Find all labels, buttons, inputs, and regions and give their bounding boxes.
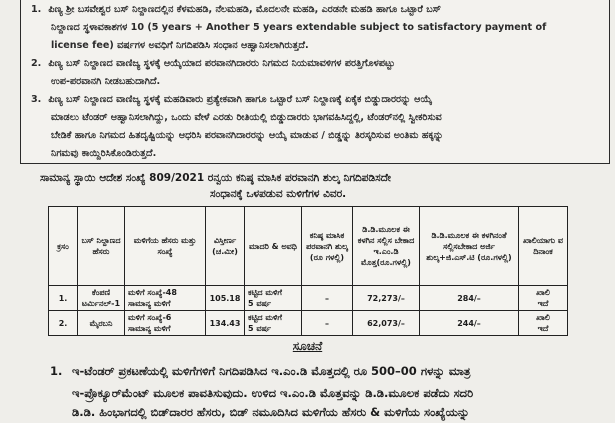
cell-vacancy: ಖಾಲಿ ಇದೆ <box>519 311 568 336</box>
fees-table <box>48 206 568 336</box>
cell-vacancy: ಖಾಲಿ ಇದೆ <box>519 286 568 311</box>
note-3 <box>31 91 603 163</box>
note-3-line-4: ನಿಗಮವು ಕಾಯ್ದಿರಿಸಿಕೊಂಡಿರುತ್ತದೆ. <box>51 148 157 159</box>
note-1-line-3: license fee) ವರ್ಷಗಳ ಅವಧಿಗೆ ನಿಗದಿಪಡಿಸಿ ಸಂಧಾನ ಆಹ್ವಾನಿಸಲಾಗಿರುತ್ತದೆ. <box>51 40 309 51</box>
table-header-row <box>49 207 568 286</box>
header-shop: ಮಳಿಗೆಯ ಹೆಸರು ಮತ್ತು ಸಂಖ್ಯೆ <box>125 207 206 286</box>
cell-app-fee: 244/– <box>420 311 519 336</box>
notice-body <box>50 360 612 419</box>
header-emd: ಡಿ.ಡಿ.ಮೂಲಕ ಈ ಕಳಗಿನ ಸಲ್ಲಿಸ ಬೇಕಾದ ಇ.ಎಂ.ಡಿ ಮೊತ್ತ(ರೂ.ಗಳಲ್ಲಿ) <box>353 207 420 286</box>
note-3-line-3: ಬೇಡಿಕೆ ಹಾಗೂ ನಿಗಮದ ಹಿತದೃಷ್ಟಿಯನ್ನು ಆಧರಿಸಿ ಪರವಾನಗಿದಾರರನ್ನು ಆಯ್ಕೆ ಮಾಡುವ / ಬಿಡ್ಡನ್ನು ತಿರಸ್ಕರಿಸುವ ಅಂತಿಮ ಹಕ್ಕನ್ನು <box>51 130 444 141</box>
cell-emd: 72,273/– <box>353 286 420 311</box>
header-min-fee: ಕನಿಷ್ಠ ಮಾಸಿಕ ಪರವಾನಗಿ ಶುಲ್ಕ (ರೂ ಗಳಲ್ಲಿ) <box>302 207 353 286</box>
notice-title: ಸೂಚನೆ <box>292 339 323 353</box>
note-2 <box>31 55 603 91</box>
heading-line-1: ಸಾಮಾನ್ಯ ಸ್ಥಾಯಿ ಆದೇಶ ಸಂಖ್ಯೆ 809/2021 ರನ್ವಯ ಕನಿಷ್ಠ ಮಾಸಿಕ ಪರವಾನಗಿ ಶುಲ್ಕ ನಿಗದಿಪಡಿಸದೇ <box>40 172 391 184</box>
cell-shop: ಮಳಿಗೆ ಸಂಖ್ಯೆ-6 ಸಾಮಾನ್ಯ ಮಳಿಗೆ <box>125 311 206 336</box>
cell-type: ಕಟ್ಟಿದ ಮಳಿಗೆ 5 ವರ್ಷ <box>245 286 302 311</box>
header-type: ಮಾದರಿ & ಅವಧಿ <box>245 207 302 286</box>
header-app-fee: ಡಿ.ಡಿ.ಮೂಲಕ ಈ ಕಳಗಿನಂತೆ ಸಲ್ಲಿಸಬೇಕಾದ ಅರ್ಜಿ ಶುಲ್ಕ+ಜಿ.ಎಸ್.ಟಿ (ರೂ.ಗಳಲ್ಲಿ) <box>420 207 519 286</box>
header-sl: ಕ್ರಸಂ <box>49 207 78 286</box>
cell-sl: 2. <box>49 311 78 336</box>
cell-area: 105.18 <box>206 286 245 311</box>
notice-line-3: ಡಿ.ಡಿ. ಹಿಂಭಾಗದಲ್ಲಿ ಬಿಡ್‌ದಾರರ ಹೆಸರು, ಬಿಡ್ ನಮೂದಿಸಿದ ಮಳಿಗೆಯ ಹೆಸರು & ಮಳಿಗೆಯ ಸಂಖ್ಯೆಯನ್ನು <box>72 405 470 419</box>
note-3-number: 3. <box>31 94 42 105</box>
cell-min-fee: – <box>302 311 353 336</box>
notice-line-2: ಇ-ಪ್ರೊಕ್ಯೂರ್‌ಮೆಂಟ್ ಮೂಲಕ ಪಾವತಿಸುವುದು. ಉಳಿದ ಇ.ಎಂ.ಡಿ ಮೊತ್ತವನ್ನು ಡಿ.ಡಿ.ಮೂಲಕ ಪಡೆದು ಸದರಿ <box>72 386 474 400</box>
notes-box <box>20 0 610 164</box>
note-1 <box>31 1 603 55</box>
note-1-line-1: ಪಿಣ್ಯ ಶ್ರೀ ಬಸವೇಶ್ವರ ಬಸ್ ನಿಲ್ದಾಣದಲ್ಲಿನ ಕೆಳಮಹಡಿ, ನೆಲಮಹಡಿ, ಮೊದಲನೇ ಮಹಡಿ, ಎರಡನೇ ಮಹಡಿ ಹಾಗೂ ಒಟ್ಟಾರೆ ಬಸ್ <box>48 4 441 15</box>
cell-min-fee: – <box>302 286 353 311</box>
note-2-line-2: ಉಪ-ಪರವಾನಗಿ ನೀಡಬಹುದಾಗಿದೆ. <box>51 76 161 87</box>
header-vacancy: ಖಾಲಿಯಾಗು ವ ದಿನಾಂಕ <box>519 207 568 286</box>
heading-line-2: ಸಂಧಾನಕ್ಕೆ ಒಳಪಡುವ ಮಳಿಗೆಗಳ ವಿವರ. <box>210 188 347 200</box>
notice-number: 1. <box>50 364 63 378</box>
note-1-line-2: ನಿಲ್ದಾಣದ ಸ್ಥಳಾವಕಾಶಗಳ 10 (5 years + Another 5 years extendable subject to satisfactory payment of <box>51 22 547 33</box>
cell-emd: 62,073/– <box>353 311 420 336</box>
note-1-number: 1. <box>31 4 42 15</box>
cell-shop: ಮಳಿಗೆ ಸಂಖ್ಯೆ-48 ಸಾಮಾನ್ಯ ಮಳಿಗೆ <box>125 286 206 311</box>
note-2-number: 2. <box>31 58 42 69</box>
section-heading <box>40 170 610 202</box>
table-row <box>49 286 568 311</box>
note-3-line-1: ಪಿಣ್ಯ ಬಸ್ ನಿಲ್ದಾಣದ ವಾಣಿಜ್ಯ ಸ್ಥಳಕ್ಕೆ ಮಹಡಿವಾರು ಪ್ರತ್ಯೇಕವಾಗಿ ಹಾಗೂ ಒಟ್ಟಾರೆ ಬಸ್ ನಿಲ್ದಾಣಕ್ಕೆ ಏಕೈಕ ಬಿಡ್ಡುದಾರರನ್ನು ಆಯ್ಕೆ <box>48 94 433 105</box>
header-area: ವಿಸ್ತೀರ್ಣ (ಚ.ಮೀ) <box>206 207 245 286</box>
notice-line-1: ಇ-ಟೆಂಡರ್ ಪ್ರಕಟಣೆಯಲ್ಲಿ ಮಳಿಗೆಗಳಿಗೆ ನಿಗದಿಪಡಿಸಿದ ಇ.ಎಂ.ಡಿ ಮೊತ್ತದಲ್ಲಿ ರೂ 500–00 ಗಳನ್ನು ಮಾತ್ರ <box>72 364 471 378</box>
cell-sl: 1. <box>49 286 78 311</box>
header-bus-stand: ಬಸ್ ನಿಲ್ದಾಣದ ಹೆಸರು <box>78 207 125 286</box>
cell-bus-stand: ಕೆಂಪಣಿ ಟರ್ಮಿನಲ್-1 <box>78 286 125 311</box>
cell-bus-stand: ಮೈರಬನಿ <box>78 311 125 336</box>
cell-app-fee: 284/– <box>420 286 519 311</box>
table-row <box>49 311 568 336</box>
cell-type: ಕಟ್ಟಿದ ಮಳಿಗೆ 5 ವರ್ಷ <box>245 311 302 336</box>
cell-area: 134.43 <box>206 311 245 336</box>
note-2-line-1: ಪಿಣ್ಯ ಬಸ್ ನಿಲ್ದಾಣದ ವಾಣಿಜ್ಯ ಸ್ಥಳಕ್ಕೆ ಆಯ್ಕೆಯಾದ ಪರವಾನಗಿದಾರರು ನಿಗಮದ ನಿಯಮಾವಳಿಗಳ ಪರತ್ತಿಗೊಳಪಟ್ಟು <box>48 58 396 69</box>
note-3-line-2: ಮಾಡಲು ಟೆಂಡರ್ ಆಹ್ವಾನಿಸಲಾಗಿದ್ದು, ಒಂದು ವೇಳೆ ಎರಡು ರೀತಿಯಲ್ಲಿ ಬಿಡ್ಡುದಾರರು ಭಾಗವಹಿಸಿದ್ದಲ್ಲಿ, ಟೆಂಡರ್‌ನಲ್ಲಿ ಸ್ವೀಕರಿಸುವ <box>51 112 442 123</box>
